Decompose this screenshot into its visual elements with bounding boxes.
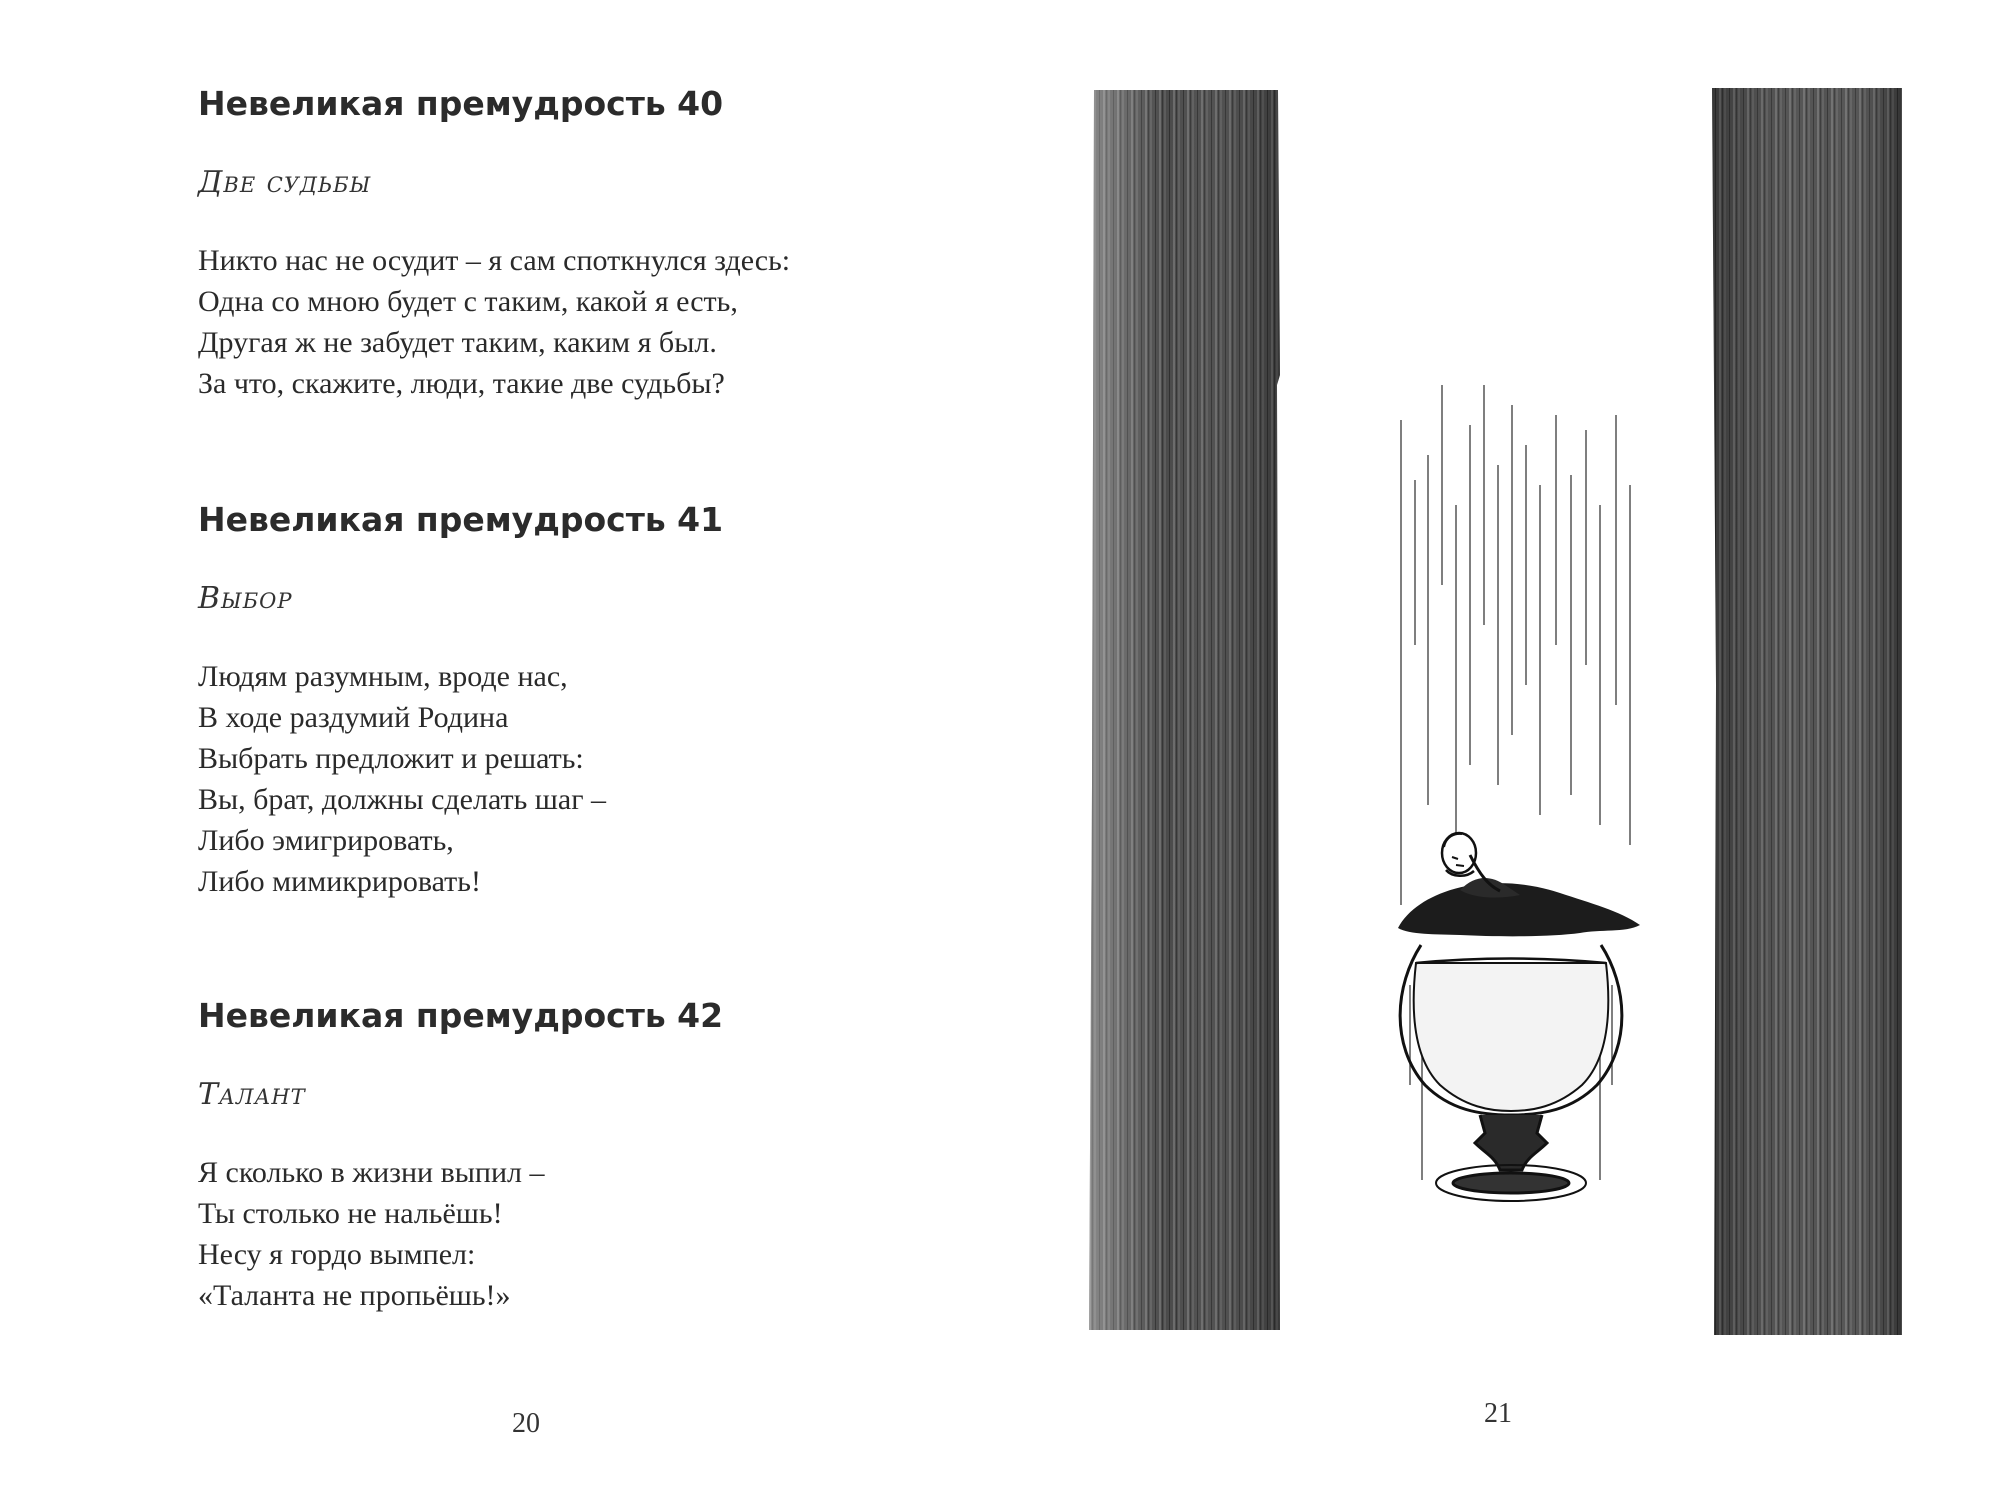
poem-title: Талант (198, 1077, 306, 1112)
page-number: 20 (512, 1408, 540, 1439)
poem-line: Несу я гордо вымпел: (198, 1238, 476, 1271)
poem-line: Вы, брат, должны сделать шаг – (198, 783, 607, 816)
poem-42 (198, 996, 958, 1316)
poem-heading: Невеликая премудрость 42 (198, 996, 724, 1035)
poem-heading: Невеликая премудрость 40 (198, 84, 724, 123)
poem-line: Одна со мною будет с таким, какой я есть, (198, 285, 738, 318)
brandy-glass (1400, 945, 1622, 1201)
right-curtain (1712, 88, 1902, 1335)
poem-line: Людям разумным, вроде нас, (198, 660, 568, 693)
poem-line: Другая ж не забудет таким, каким я был. (198, 326, 717, 359)
poem-line: Ты столько не нальёшь! (198, 1197, 503, 1230)
poem-title: Выбор (198, 581, 293, 616)
poem-line: Либо эмигрировать, (198, 824, 454, 857)
poem-title: Две судьбы (198, 165, 372, 200)
poem-line: Либо мимикрировать! (198, 865, 481, 898)
reclining-man (1398, 833, 1640, 936)
right-page (1000, 0, 2000, 1501)
poem-lines (198, 240, 958, 404)
illustration (1080, 85, 1920, 1335)
poem-lines (198, 656, 958, 902)
poem-lines (198, 1152, 958, 1316)
poem-line: Я сколько в жизни выпил – (198, 1156, 545, 1189)
poem-line: В ходе раздумий Родина (198, 701, 509, 734)
poem-heading: Невеликая премудрость 41 (198, 500, 724, 539)
poem-40 (198, 84, 958, 404)
poem-line: Выбрать предложит и решать: (198, 742, 584, 775)
poem-41 (198, 500, 958, 902)
poem-line: За что, скажите, люди, такие две судьбы? (198, 367, 725, 400)
poem-line: «Таланта не пропьёшь!» (198, 1279, 511, 1312)
left-curtain (1089, 90, 1280, 1330)
page-number: 21 (1484, 1398, 1512, 1429)
poem-line: Никто нас не осудит – я сам споткнулся здесь: (198, 244, 791, 277)
